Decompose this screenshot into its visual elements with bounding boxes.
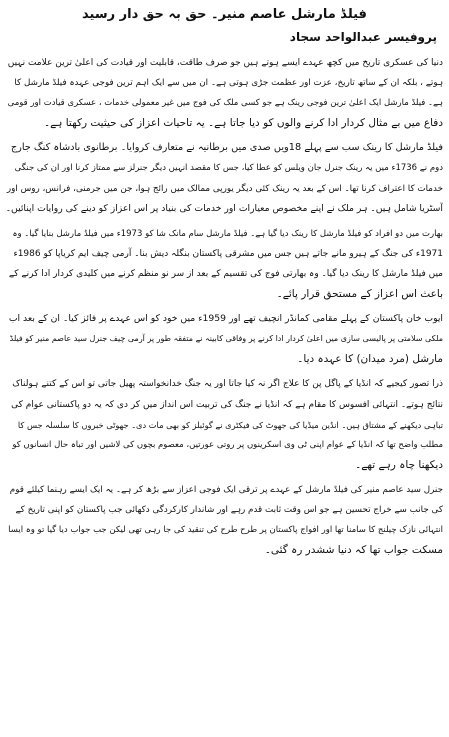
text-line: بھارت میں دو افراد کو فیلڈ مارشل کا رینک دیا گیا ہے۔ فیلڈ مارشل سام مانک شا کو 1973ء میں فیلڈ مارشل بنایا گیا۔ وہ: [12, 228, 443, 239]
text-line: آسٹریا شامل ہیں۔ ہر ملک نے اپنے مخصوص معیارات اور خدمات کی بنیاد پر اس اعزاز کو دینے کی روایات اپنائیں۔: [6, 202, 443, 214]
text-line: انتہائی نازک چیلنج کا سامنا تھا اور افواج پاکستان پر طرح طرح کی تنقید کی جا رہی تھی لیکن جب جواب دیا گیا تو وہ ایسا: [8, 525, 443, 536]
text-line: دنیا کی عسکری تاریخ میں کچھ عہدے ایسے ہوتے ہیں جو صرف طاقت، قابلیت اور قیادت کی اعلیٰ ترین علامت نہیں: [7, 58, 443, 68]
article-paragraph: [6, 374, 443, 474]
article-paragraph: [6, 480, 443, 560]
article-paragraph: [6, 309, 443, 369]
text-line: کی جانب سے خراج تحسین ہے جو اس وقت ثابت قدم رہے اور شاندار کارکردگی دکھائی جب پاکستان کو اپنی تاریخ کے: [15, 504, 443, 515]
text-line: ایوب خان پاکستان کے پہلے مقامی کمانڈر انچیف تھے اور 1959ء میں خود کو اس عہدے پر فائز کیا۔ ان کے بعد اب: [8, 313, 443, 325]
text-line: ہوتے ، بلکہ ان کے ساتھ تاریخ، عزت اور عظمت جڑی ہوتی ہے۔ ان میں سے ایک اہم ترین فوجی عہدہ فیلڈ مارشل کا: [14, 78, 443, 89]
text-line: ذرا تصور کیجیے کہ انڈیا کے پاگل پن کا علاج اگر نہ کیا جاتا اور یہ جنگ خدانخواستہ پھیل جاتی تو اس کے کتنے ہولناک: [12, 379, 443, 390]
article-paragraph: [6, 53, 443, 133]
text-line: جنرل سید عاصم منیر کی فیلڈ مارشل کے عہدے پر ترقی ایک فوجی اعزاز سے بڑھ کر ہے۔ یہ ایک ایسے رہنما کیلئے قوم: [9, 484, 443, 495]
article-paragraph: [6, 138, 443, 218]
text-line: میں فیلڈ مارشل کا رینک دیا گیا۔ وہ بھارتی فوج کی تقسیم کے بعد از سر نو منظم کرنے میں کلیدی کردار ادا کرنے کے: [8, 268, 443, 279]
text-line: باعث اس اعزاز کے مستحق قرار پائے۔: [276, 288, 443, 301]
text-line: مسکت جواب تھا کہ دنیا ششدر رہ گئی۔: [264, 544, 443, 557]
text-line: مارشل (مرد میدان) کا عہدہ دیا۔: [297, 353, 443, 366]
text-line: فیلڈ مارشل کا رینک سب سے پہلے 18ویں صدی میں برطانیہ نے متعارف کروایا۔ برطانوی بادشاہ کنگ جارج: [10, 142, 443, 154]
text-line: تباہی دیکھنے کے مشتاق ہیں۔ انڈین میڈیا کی جھوٹ کی فیکٹری نے گوئبلز کو بھی مات دی۔ جھوٹی خبروں کا سلسلہ جس کا: [17, 419, 443, 430]
text-line: ہے۔ فیلڈ مارشل ایک اعلیٰ ترین فوجی رینک ہے جو کسی ملک کی فوج میں غیر معمولی خدمات ، عسکری قیادت اور قومی: [7, 98, 443, 109]
article-paragraph: [6, 224, 443, 304]
text-line: خدمات کا اعتراف کرنا تھا۔ اس کے بعد یہ رینک کئی دیگر یورپی ممالک میں رائج ہوا، جن میں جرمنی، فرانس، روس اور: [6, 183, 443, 194]
text-line: دیکھنا چاہ رہے تھے۔: [355, 458, 443, 471]
text-line: دوم نے 1736ء میں یہ رینک جنرل جان ویلس کو عطا کیا، جس کا مقصد انہیں دیگر جنرلز سے ممتاز کرنا اور ان کی جنگی: [14, 163, 443, 174]
article-title: فیلڈ مارشل عاصم منیر۔ حق بہ حق دار رسید: [82, 7, 367, 22]
text-line: نتائج ہوتے۔ انتہائی افسوس کا مقام ہے کہ انڈیا نے جنگ کی تربیت اس انداز میں کر دی کہ یہ دو پاکستانی عوام کی: [11, 399, 443, 410]
article-body: [6, 53, 443, 560]
text-line: مطلب واضح تھا کہ انڈیا کے عوام اپنی ٹی وی اسکرینوں پر روتی عورتیں، معصوم بچوں کی لاشیں اور تباہ حال انسانوں کو: [12, 439, 443, 450]
text-line: دفاع میں بے مثال کردار ادا کرنے والوں کو دیا جاتا ہے۔ یہ تاحیات اعزاز کی حیثیت رکھتا ہے۔: [43, 117, 443, 130]
text-line: ملکی سلامتی پر پالیسی سازی میں اعلیٰ کردار ادا کرنے پر وفاقی کابینہ نے متفقہ طور پر آرمی چیف جنرل سید عاصم منیر کو فیلڈ: [9, 334, 443, 344]
text-line: 1971ء کی جنگ کے ہیرو مانے جاتے ہیں جس میں مشرقی پاکستان بنگلہ دیش بنا۔ آرمی چیف ایم کریاپا کو 1986ء: [13, 248, 443, 259]
author-byline: پروفیسر عبدالواحد سجاد: [289, 30, 437, 44]
